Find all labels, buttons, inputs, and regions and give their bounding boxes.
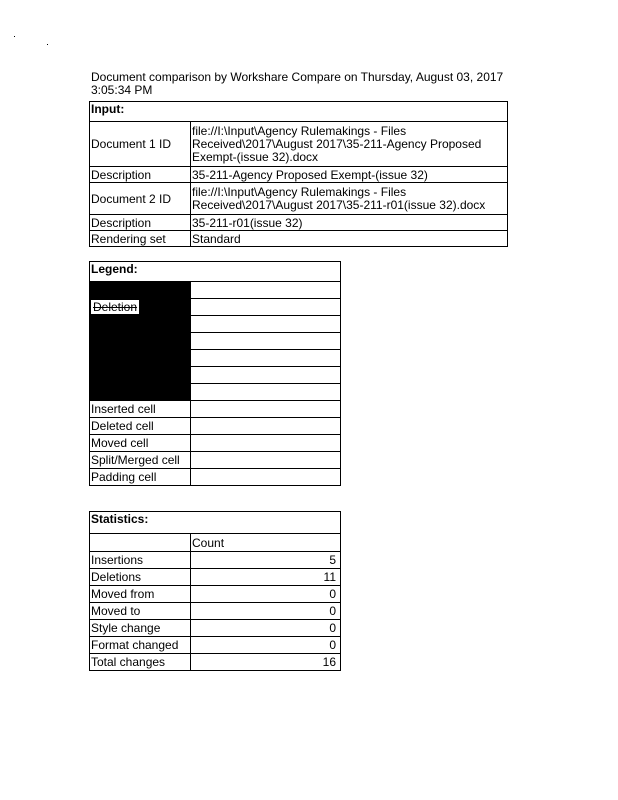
count-header: Count [191, 534, 341, 552]
input-label: Document 1 ID [90, 122, 191, 167]
stat-label: Moved to [90, 603, 191, 620]
legend-blank [191, 350, 341, 367]
stat-label: Deletions [90, 569, 191, 586]
deletion-label: Deletion [93, 300, 138, 314]
stat-label: Moved from [90, 586, 191, 603]
stat-label: Style change [90, 620, 191, 637]
legend-blank [191, 316, 341, 333]
legend-cell-label: Inserted cell [90, 401, 191, 418]
legend-title: Legend: [90, 262, 341, 282]
stat-count: 5 [191, 552, 341, 569]
input-value: Standard [191, 231, 508, 247]
legend-blank [191, 469, 341, 486]
stat-count: 11 [191, 569, 341, 586]
stat-label: Insertions [90, 552, 191, 569]
legend-swatch-deletion [90, 299, 191, 316]
legend-blank [191, 384, 341, 401]
legend-swatch [90, 333, 191, 350]
input-label: Document 2 ID [90, 183, 191, 215]
input-value: 35-211-Agency Proposed Exempt-(issue 32) [191, 167, 508, 183]
legend-blank [191, 401, 341, 418]
stat-count: 16 [191, 654, 341, 671]
statistics-table [89, 511, 341, 671]
legend-cell-label: Split/Merged cell [90, 452, 191, 469]
header-line-1: Document comparison by Workshare Compare on Thursday, August 03, 2017 [91, 70, 504, 84]
legend-table [89, 261, 341, 486]
legend-swatch [90, 367, 191, 384]
legend-blank [191, 418, 341, 435]
legend-blank [191, 282, 341, 299]
legend-swatch [90, 384, 191, 401]
legend-cell-label: Padding cell [90, 469, 191, 486]
input-value: 35-211-r01(issue 32) [191, 215, 508, 231]
legend-cell-label: Moved cell [90, 435, 191, 452]
input-title: Input: [90, 102, 508, 122]
scan-speck [14, 36, 15, 37]
input-label: Rendering set [90, 231, 191, 247]
legend-blank [191, 367, 341, 384]
statistics-title: Statistics: [90, 512, 341, 534]
stats-blank [90, 534, 191, 552]
legend-blank [191, 435, 341, 452]
legend-swatch-insertion [90, 282, 191, 299]
header-line-2: 3:05:34 PM [91, 83, 153, 97]
stat-count: 0 [191, 586, 341, 603]
legend-blank [191, 333, 341, 350]
stat-label: Total changes [90, 654, 191, 671]
stat-count: 0 [191, 603, 341, 620]
stat-label: Format changed [90, 637, 191, 654]
stat-count: 0 [191, 637, 341, 654]
input-table [89, 101, 508, 247]
input-value: file://I:\Input\Agency Rulemakings - Files Received\2017\August 2017\35-211-Agency Proposed Exempt-(issue 32).docx [191, 122, 508, 167]
stat-count: 0 [191, 620, 341, 637]
comparison-header [91, 71, 521, 97]
legend-blank [191, 452, 341, 469]
input-value: file://I:\Input\Agency Rulemakings - Files Received\2017\August 2017\35-211-r01(issue 32).docx [191, 183, 508, 215]
legend-cell-label: Deleted cell [90, 418, 191, 435]
legend-swatch [90, 316, 191, 333]
legend-swatch [90, 350, 191, 367]
input-label: Description [90, 215, 191, 231]
scan-speck [47, 44, 48, 45]
legend-blank [191, 299, 341, 316]
input-label: Description [90, 167, 191, 183]
